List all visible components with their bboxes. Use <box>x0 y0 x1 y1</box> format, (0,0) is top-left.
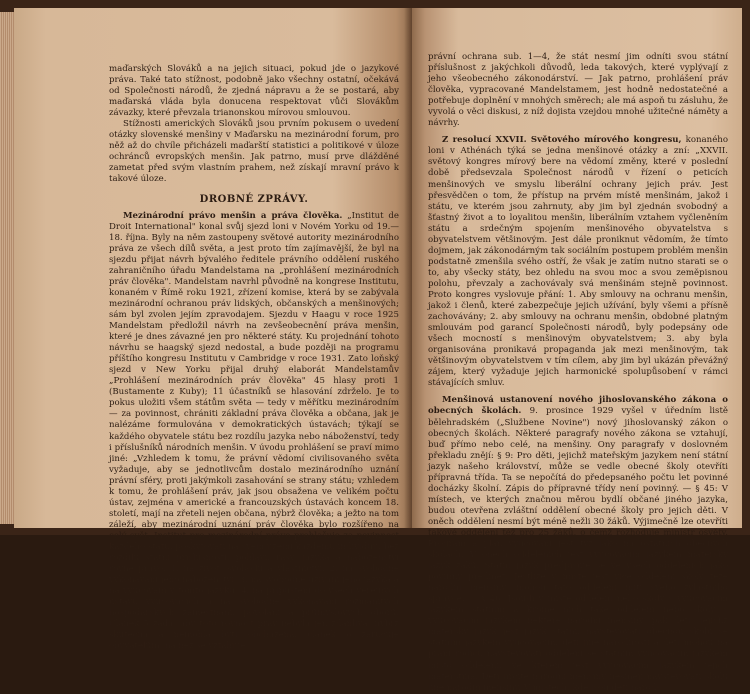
continued-paragraph: právní ochrana sub. 1—4, že stát nesmí jim odníti svou státní příslušnost z jakýchkoli důvodů, leda takových, které vyplývají z jeho všeobecného zákonodárství. — Jak patrno, prohlášení práv člověka, vypracované Mandelstamem, jest hodně nedostatečné a potřebuje doplnění v mnohých směrech; ale má aspoň tu zásluhu, že vyvolá o věci diskusi, z níž dojista vzejdou mnohé užitečné náměty a návrhy. <box>428 52 728 129</box>
right-text-column <box>428 52 728 694</box>
right-page <box>412 8 742 693</box>
article-body: „Institut de Droit International" konal svůj sjezd loni v Novém Yorku od 19.—18. října. Byly na něm zastoupeny světové autority mezinárodního práva ze všech dílů světa, a jest proto tím zajímavější, že byl na sjezdu přijat návrh bývalého ředitele právního oddělení ruského zahraničního úřadu Mandelstama na „prohlášení mezinárodních práv člověka". Mandelstam navrhl původně na kongrese Institutu, konaném v Římě roku 1921, zřízení komise, která by se zabývala mezinárodní ochranou práv lidských, občanských a menšinových; sám byl zvolen jejím zpravodajem. Sjezdu v Haagu v roce 1925 Mandelstam předložil návrh na zevšeobecnění práva menšin, které je dnes závazné jen pro některé státy. Ku projednání tohoto návrhu se haagský sjezd nedostal, a bude později na programu příštího kongresu Institutu v Cambridge v roce 1931. Zato loňský sjezd v New Yorku přijal druhý elaborát Mandelstamův „Prohlášení mezinárodních práv člověka" 45 hlasy proti 1 (Bustamente z Kuby); 11 účastníků se hlasování zdrželo. Je to pokus uložiti všem státům světa — tedy v měřítku mezinárodním — za povinnost, chrániti základní práva člověka a občana, jak je nalézáme formulována v demokratických ústavách; týkají se každého obyvatele státu bez rozdílu jazyka nebo náboženství, tedy i příslušníků národních menšin. V úvodu prohlášení se praví mimo jiné: „Vzhledem k tomu, že právní vědomí civilisovaného světa vyžaduje, aby se jednotlivcům dostalo mezinárodního uznání právní sféry, proti jakýmkoli zasahování se strany státu; vzhledem k tomu, že prohlášení práv, jak jsou obsažena ve velikém počtu ústav, zejména v americké a francouzských ústavách koncem 18. století, mají na zřeteli nejen občana, nýbrž člověka; a ježto na tom záleží, aby mezinárodní uznání práv člověka bylo rozšířeno na celý svět, Institut pro mezinárodní právo prohlašuje za povinnost každého státu, poskytovati na svém území každému individuu, bez rozdílu státní příslušnosti, pohlaví, rasy, jazyka a náboženství rovné právo: 1. na život, svobodu a vlastnictví, 2. na svobodné vykonávání jeho náboženství, 3. na svobodné užívání jeho jazyka a na vyučování v tomto jazyku, 4. na připuštění do všech veřejných ústavů vyučovacích a na svobodné vykonávání rozmanitých hospodářských zaměstnání, povolání a průmyslových oborů. Článek 5 žádá, aby toto rovnost práv nebyla jen zdánlivá, nýbrž skutečná a nemohla býti obcházena, článek 6 zaručuje obyvatelům, na něž se vztahuje <box>109 210 399 652</box>
left-page <box>14 8 412 652</box>
article-title: Mezinárodní právo menšin a práva člověka. <box>123 210 343 221</box>
law-paragraph <box>428 395 728 693</box>
resolution-paragraph <box>428 135 728 389</box>
law-body: 9. prosince 1929 vyšel v úředním listě bělehradském („Službene Novine") nový jihoslovanský zákon o obecných školách. Některé paragrafy nového zákona se vztahují, buď přímo nebo celé, na menšiny. Ony paragrafy v doslovném překladu znějí: § 9: Pro děti, jejichž mateřským jazykem není státní jazyk našeho království, může se vedle obecné školy otevříti přípravná třída. Ta se nepočítá do předepsaného počtu let povinné docházky školní. Zápis do přípravné třídy není povinný. — § 45: V místech, ve kterých značnou měrou bydlí občané jiného jazyka, budou otevřena zvláštní oddělení obecné školy pro jejich děti. V oněch oddělení nesmí být méně nežli 30 žáků. Výjimečně lze otevříti takové oddělení též pro 25 žáků, o čemž rozhoduje ministr osvěty. Program a plán vyučování jest týž jako na ostatních obecných školách. V oněch odděleních jest vyučovacím jazykem mateřský jazyk žáků. Státní jazyk předpisuje se ve všech odděleních jako povinný předmět. Jestliže v místě jest více oddělení školy téže národní menšiny, mohou tato oddělení míti svého zvláštního správce. — § 46: Jsou-li v místě oddělení nebo školy s vyučovacím jazykem státním a kromě nich také oddělení nebo školy s vyučovacím jazykem některé národní menšiny, pak děti, jejichž mateřský jazyk jest jazyk státní, navštěvovati obecnou školu se státním jazykem vyučovacím; děti jiné národnosti a děti mohou na přání rodičů navštěvovati oddělení se státním vyučovacím jazykem místo oddělení, ve kterém jest vyučovacím jazykem jejich mateřština. Děti určité národní menšiny nesmějí navštěvovati školu jiné národní menšiny. V místech, kde jsou děti národ- <box>428 406 728 693</box>
resolution-body: konaného loni v Athénách týká se jedna menšinové otázky a zní: „XXVII. světový kongres mírový bere na vědomí změny, které v poslední době předsevzala Společnost národů v řízení o peticích menšinových ve smyslu liberální ochrany jejich práv. Jest přesvědčen o tom, že přístup na prvém místě menšinám, jakož i státu, ve kterém jsou zahrnuty, aby jim byl zjednán svobodný a šťastný život a to loyalitou menšin, liberálním vztahem vyčleněním státu a srdečným spojením menšinového obyvatelstva s obyvatelstvem většinovým. Jest dále proniknut vědomím, že tímto dojmem, jak zákonodárným tak sociálním postupem problém menšin podstatně zmenšila svého ostří, že však je zatím nutno starati se o to, aby všecky státy, bez ohledu na svou moc a svou zeměpisnou polohu, převzaly a zachovávaly svá menšinám stejně povinnost. Proto kongres vyslovuje přání: 1. Aby smlouvy na ochranu menšin, jakož i členů, které zabezpečuje jejich užívání, byly všemi a přísně zachovávány; 2. aby smlouvy na ochranu menšin, obdobné platným smlouvám pod garancí Společnosti národů, byly podepsány ode všech mocností s menšinovým obyvatelstvem; 3. aby byla organisována pronikavá propaganda jak mezi menšinovým, tak většinovým obyvatelstvem v tím cílem, aby jim byl ukázán převážný zájem, který vyžaduje jejich harmonické spolupůsobení v rámci stávajících smluv. <box>428 135 728 389</box>
section-heading: DROBNÉ ZPRÁVY. <box>199 193 309 205</box>
law-title: Menšinová ustanovení nového jihoslovanského zákona o obecných školách. <box>428 395 728 417</box>
intro-paragraph-1: maďarských Slováků a na jejich situaci, pokud jde o jazykové práva. Také tato stížnost, podobně jako všechny ostatní, očekává od Společnosti národů, že zjedná nápravu a že se postará, aby maďarská vláda byla donucena respektovat vůči Slovákům závazky, které převzala trianonskou mírovou smlouvou. <box>109 64 399 119</box>
article-paragraph <box>109 211 399 653</box>
page-edges <box>0 12 14 524</box>
left-text-column <box>109 64 399 652</box>
intro-paragraph-2: Stížnosti amerických Slováků jsou prvním pokusem o uvedení otázky slovenské menšiny v Maďarsku na mezinárodní forum, pro něž až do chvíle přicházeli maďarští statistici a politikové v úloze ochránců evropských menšin. Jak patrno, musí prve dlážděné zametat před svým vlastním prahem, než získají mravní právo k takové úloze. <box>109 119 399 185</box>
resolution-title: Z resolucí XXVII. Světového mírového kongresu, <box>442 135 682 146</box>
